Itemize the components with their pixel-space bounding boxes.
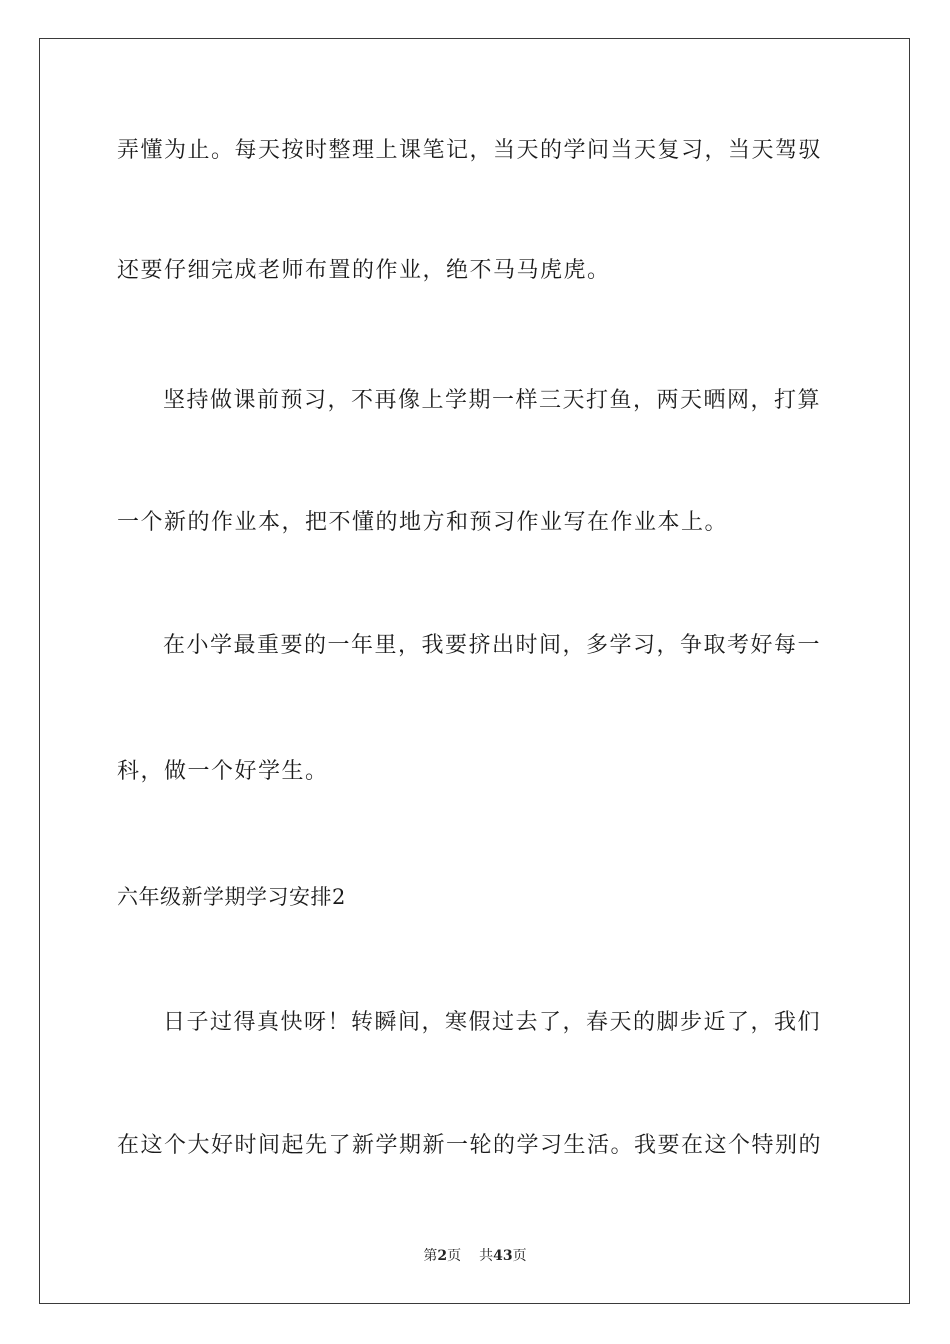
footer-total-prefix: 共 [479,1248,494,1264]
footer-page-prefix: 第 [423,1248,438,1264]
footer-total-suffix: 页 [512,1248,527,1264]
body-line-2: 还要仔细完成老师布置的作业，绝不马马虎虎。 [117,258,611,283]
footer-page-number: 2 [437,1248,448,1264]
footer-page-suffix: 页 [447,1248,462,1264]
section-heading: 六年级新学期学习安排2 [117,885,346,909]
body-line-4: 一个新的作业本，把不懂的地方和预习作业写在作业本上。 [117,510,729,535]
body-line-3: 坚持做课前预习，不再像上学期一样三天打鱼，两天晒网，打算 [163,388,822,413]
body-line-5: 在小学最重要的一年里，我要挤出时间，多学习，争取考好每一 [163,633,822,658]
body-line-1: 弄懂为止。每天按时整理上课笔记，当天的学问当天复习，当天驾驭 [117,138,823,163]
body-line-6: 科，做一个好学生。 [117,759,329,784]
page-border [39,38,910,1304]
footer-total-pages: 43 [493,1248,513,1264]
body-line-8: 在这个大好时间起先了新学期新一轮的学习生活。我要在这个特别的 [117,1133,823,1158]
body-line-7: 日子过得真快呀！转瞬间，寒假过去了，春天的脚步近了，我们 [163,1010,822,1035]
page-footer [0,1247,950,1265]
